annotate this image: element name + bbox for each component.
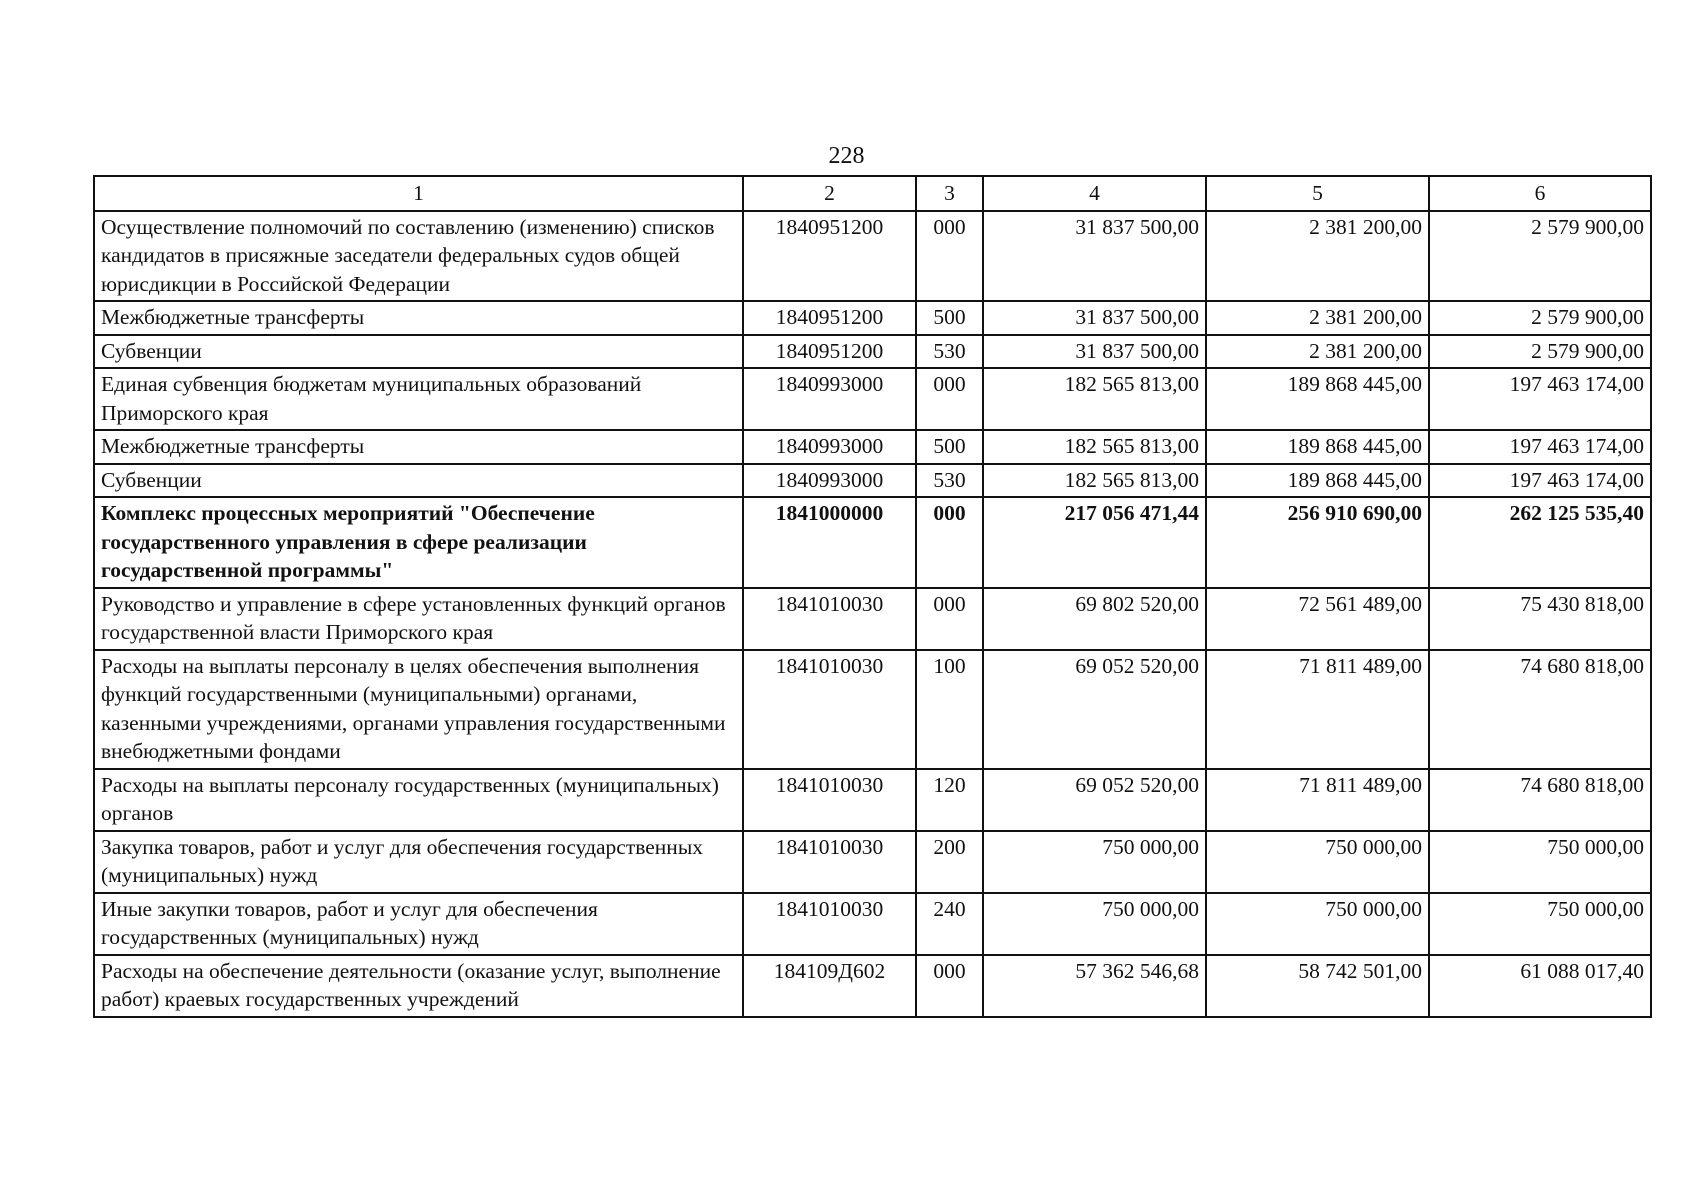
row-amount-4-cell: 182 565 813,00 (983, 368, 1206, 430)
table-row (94, 893, 1651, 955)
row-amount-5-cell: 71 811 489,00 (1206, 650, 1429, 769)
row-amount-4-cell: 750 000,00 (983, 831, 1206, 893)
row-amount-4-cell: 31 837 500,00 (983, 301, 1206, 335)
row-type-cell: 100 (916, 650, 983, 769)
table-row (94, 211, 1651, 302)
row-amount-5-cell: 2 381 200,00 (1206, 211, 1429, 302)
table-row (94, 301, 1651, 335)
row-amount-4-cell: 69 052 520,00 (983, 650, 1206, 769)
row-amount-5-cell: 58 742 501,00 (1206, 955, 1429, 1017)
row-type-cell: 530 (916, 335, 983, 369)
row-amount-4-cell: 182 565 813,00 (983, 430, 1206, 464)
table-row (94, 650, 1651, 769)
row-code-cell: 1840951200 (743, 301, 916, 335)
row-code-cell: 1840951200 (743, 335, 916, 369)
row-amount-4-cell: 69 802 520,00 (983, 588, 1206, 650)
row-amount-6-cell: 61 088 017,40 (1429, 955, 1651, 1017)
table-row (94, 368, 1651, 430)
row-name-cell: Комплекс процессных мероприятий "Обеспечение государственного управления в сфере реализации государственной программы" (94, 497, 743, 588)
column-header-3: 3 (916, 176, 983, 211)
row-amount-5-cell: 189 868 445,00 (1206, 368, 1429, 430)
table-row (94, 335, 1651, 369)
row-name-cell: Расходы на выплаты персоналу в целях обеспечения выполнения функций государственными (муниципальными) органами, казенными учреждениями, органами управления государственными внебюджетными фондами (94, 650, 743, 769)
row-name-cell: Иные закупки товаров, работ и услуг для обеспечения государственных (муниципальных) нужд (94, 893, 743, 955)
row-name-cell: Расходы на выплаты персоналу государственных (муниципальных) органов (94, 769, 743, 831)
row-name-cell: Руководство и управление в сфере установленных функций органов государственной власти Приморского края (94, 588, 743, 650)
row-name-cell: Осуществление полномочий по составлению (изменению) списков кандидатов в присяжные заседатели федеральных судов общей юрисдикции в Российской Федерации (94, 211, 743, 302)
row-code-cell: 1841010030 (743, 831, 916, 893)
row-amount-5-cell: 189 868 445,00 (1206, 430, 1429, 464)
table-body (94, 211, 1651, 1017)
row-amount-5-cell: 72 561 489,00 (1206, 588, 1429, 650)
table-row (94, 769, 1651, 831)
table-row (94, 430, 1651, 464)
row-amount-5-cell: 750 000,00 (1206, 831, 1429, 893)
row-amount-6-cell: 197 463 174,00 (1429, 368, 1651, 430)
row-code-cell: 184109Д602 (743, 955, 916, 1017)
row-amount-5-cell: 2 381 200,00 (1206, 301, 1429, 335)
table-row (94, 955, 1651, 1017)
row-type-cell: 120 (916, 769, 983, 831)
row-type-cell: 240 (916, 893, 983, 955)
row-amount-4-cell: 57 362 546,68 (983, 955, 1206, 1017)
row-amount-6-cell: 2 579 900,00 (1429, 301, 1651, 335)
row-name-cell: Единая субвенция бюджетам муниципальных образований Приморского края (94, 368, 743, 430)
row-amount-6-cell: 197 463 174,00 (1429, 464, 1651, 498)
row-type-cell: 000 (916, 588, 983, 650)
table-header-row (94, 176, 1651, 211)
row-amount-4-cell: 217 056 471,44 (983, 497, 1206, 588)
row-type-cell: 000 (916, 211, 983, 302)
row-type-cell: 530 (916, 464, 983, 498)
column-header-1: 1 (94, 176, 743, 211)
row-amount-5-cell: 256 910 690,00 (1206, 497, 1429, 588)
row-code-cell: 1840951200 (743, 211, 916, 302)
row-name-cell: Межбюджетные трансферты (94, 301, 743, 335)
row-name-cell: Закупка товаров, работ и услуг для обеспечения государственных (муниципальных) нужд (94, 831, 743, 893)
row-amount-5-cell: 71 811 489,00 (1206, 769, 1429, 831)
table-row (94, 588, 1651, 650)
row-amount-4-cell: 31 837 500,00 (983, 335, 1206, 369)
row-amount-5-cell: 750 000,00 (1206, 893, 1429, 955)
row-amount-6-cell: 74 680 818,00 (1429, 650, 1651, 769)
row-name-cell: Субвенции (94, 335, 743, 369)
row-amount-5-cell: 2 381 200,00 (1206, 335, 1429, 369)
row-code-cell: 1840993000 (743, 430, 916, 464)
row-amount-6-cell: 750 000,00 (1429, 893, 1651, 955)
row-amount-6-cell: 262 125 535,40 (1429, 497, 1651, 588)
table-row (94, 831, 1651, 893)
row-amount-6-cell: 197 463 174,00 (1429, 430, 1651, 464)
row-code-cell: 1840993000 (743, 464, 916, 498)
row-name-cell: Расходы на обеспечение деятельности (оказание услуг, выполнение работ) краевых государственных учреждений (94, 955, 743, 1017)
budget-table (93, 175, 1652, 1018)
row-type-cell: 200 (916, 831, 983, 893)
column-header-5: 5 (1206, 176, 1429, 211)
row-amount-4-cell: 31 837 500,00 (983, 211, 1206, 302)
row-amount-6-cell: 2 579 900,00 (1429, 335, 1651, 369)
row-type-cell: 000 (916, 955, 983, 1017)
row-type-cell: 000 (916, 368, 983, 430)
row-type-cell: 500 (916, 301, 983, 335)
row-code-cell: 1841010030 (743, 650, 916, 769)
table-row (94, 497, 1651, 588)
row-name-cell: Субвенции (94, 464, 743, 498)
row-code-cell: 1841010030 (743, 769, 916, 831)
row-type-cell: 000 (916, 497, 983, 588)
row-code-cell: 1841010030 (743, 893, 916, 955)
row-amount-4-cell: 69 052 520,00 (983, 769, 1206, 831)
row-name-cell: Межбюджетные трансферты (94, 430, 743, 464)
row-amount-6-cell: 750 000,00 (1429, 831, 1651, 893)
row-amount-6-cell: 2 579 900,00 (1429, 211, 1651, 302)
row-amount-6-cell: 75 430 818,00 (1429, 588, 1651, 650)
row-amount-4-cell: 182 565 813,00 (983, 464, 1206, 498)
column-header-4: 4 (983, 176, 1206, 211)
row-code-cell: 1841000000 (743, 497, 916, 588)
column-header-6: 6 (1429, 176, 1651, 211)
row-type-cell: 500 (916, 430, 983, 464)
row-code-cell: 1840993000 (743, 368, 916, 430)
page-number: 228 (828, 143, 865, 169)
row-amount-5-cell: 189 868 445,00 (1206, 464, 1429, 498)
row-amount-6-cell: 74 680 818,00 (1429, 769, 1651, 831)
column-header-2: 2 (743, 176, 916, 211)
row-code-cell: 1841010030 (743, 588, 916, 650)
table-row (94, 464, 1651, 498)
row-amount-4-cell: 750 000,00 (983, 893, 1206, 955)
